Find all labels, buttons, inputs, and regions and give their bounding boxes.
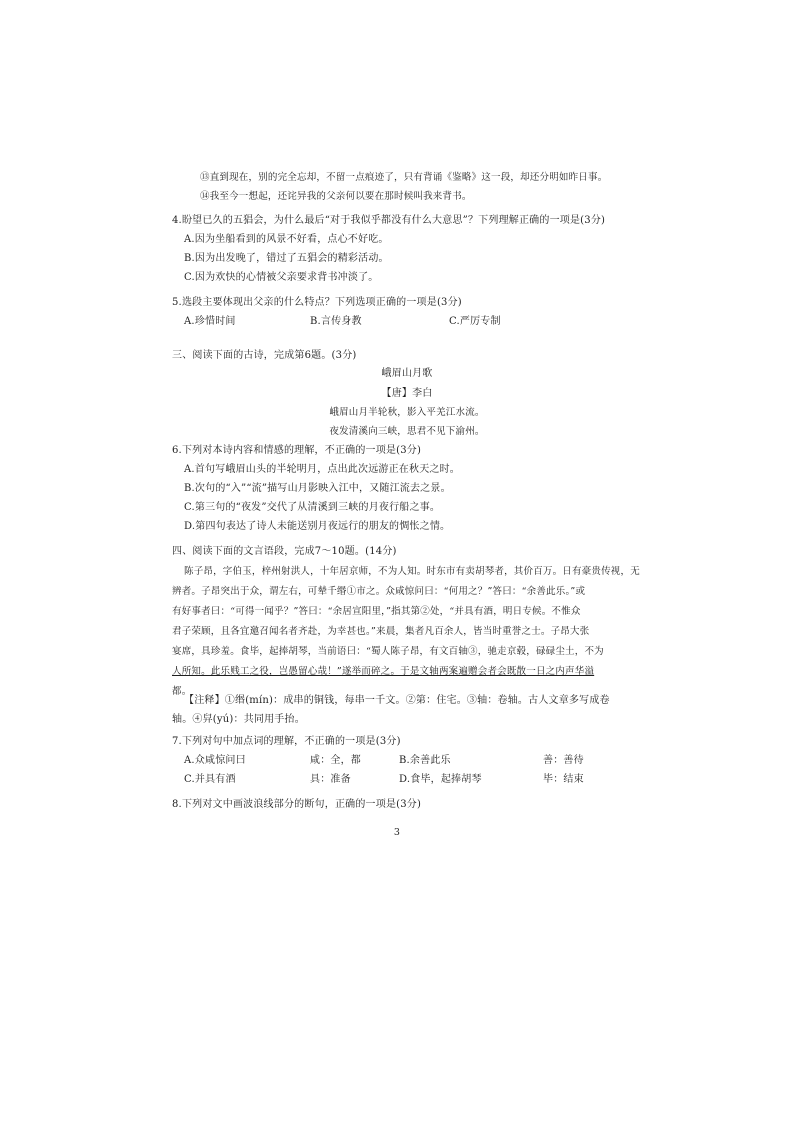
question-7-option-c: C.并具有酒: [184, 774, 236, 785]
passage-line-wavy: 人所知。此乐贱工之役，岂愚留心哉！”遂举而碎之。于是文轴两案遍赠会者会既散一日之内声华溢: [172, 666, 595, 677]
poem-author: 【唐】李白: [381, 388, 433, 399]
question-6-stem: 6.下列对本诗内容和情感的理解，不正确的一项是(3分): [172, 445, 422, 456]
question-7-gloss-b: 善：善待: [543, 755, 584, 766]
question-6-option-a: A.首句写峨眉山头的半轮明月，点出此次远游正在秋天之时。: [184, 464, 460, 475]
question-6-option-d: D.第四句表达了诗人未能送别月夜远行的朋友的惆怅之情。: [184, 521, 451, 532]
passage-line: 君子荣顾，且各宜邀召闻名者齐赴，为幸甚也。”来晨，集者凡百余人，皆当时重誉之士。子昂大张: [172, 626, 590, 637]
section-4-heading: 四、阅读下面的文言语段，完成7～10题。(14分): [172, 546, 397, 557]
question-5-option-a: A.珍惜时间: [184, 316, 236, 327]
annotation-line: 轴。④舁(yú)：共同用手抬。: [172, 714, 305, 725]
poem-title: 峨眉山月歌: [381, 368, 433, 379]
question-4-option-a: A.因为坐船看到的风景不好看，点心不好吃。: [184, 234, 389, 245]
question-6-option-b: B.次句的“入”“流”描写山月影映入江中，又随江流去之景。: [184, 483, 451, 494]
question-7-gloss-d: 毕：结束: [543, 774, 584, 785]
section-3-heading: 三、阅读下面的古诗，完成第6题。(3分): [172, 350, 357, 361]
question-7-option-a: A.众咸惊问曰: [184, 755, 246, 766]
question-4-option-b: B.因为出发晚了，错过了五猖会的精彩活动。: [184, 253, 389, 264]
page-number: 3: [393, 827, 401, 838]
question-7-gloss-a: 咸：全，都: [310, 755, 361, 766]
question-7-option-d: D.食毕，起捧胡琴: [399, 774, 482, 785]
paragraph-13: ⑬直到现在，别的完全忘却，不留一点痕迹了，只有背诵《鉴略》这一段，却还分明如昨日事。: [200, 172, 608, 183]
question-7-option-b: B.余善此乐: [399, 755, 451, 766]
question-6-option-c: C.第三句的“夜发”交代了从清溪到三峡的月夜行船之事。: [184, 502, 441, 513]
passage-line: 陈子昂，字伯玉，梓州射洪人，十年居京师，不为人知。时东市有卖胡琴者，其价百万。日有豪贵传视，无: [184, 566, 640, 577]
paragraph-14: ⑭我至今一想起，还诧异我的父亲何以要在那时候叫我来背书。: [200, 191, 472, 202]
passage-line: 都。: [172, 686, 192, 697]
poem-line-1: 峨眉山月半轮秋，影入平羌江水流。: [329, 407, 485, 418]
question-4-stem: 4.盼望已久的五猖会，为什么最后“对于我似乎都没有什么大意思”？下列理解正确的一项是(3分): [172, 215, 606, 226]
question-7-stem: 7.下列对句中加点词的理解，不正确的一项是(3分): [172, 736, 401, 747]
annotation-line: 【注释】①缗(mín)：成串的铜钱，每串一千文。②第：住宅。③轴：卷轴。古人文章多写成卷: [184, 695, 610, 706]
poem-line-2: 夜发清溪向三峡，思君不见下渝州。: [329, 426, 485, 437]
passage-line: 有好事者曰：“可得一闻乎？”答曰：“余居宣阳里，”指其第②处，“并具有酒，明日专候。不惟众: [172, 606, 581, 617]
question-7-gloss-c: 具：准备: [310, 774, 351, 785]
passage-line: 辨者。子昂突出于众，谓左右，可辇千缗①市之。众咸惊问曰：“何用之？”答曰：“余善此乐。”或: [172, 586, 586, 597]
question-5-option-b: B.言传身教: [310, 316, 362, 327]
question-5-stem: 5.选段主要体现出父亲的什么特点？下列选项正确的一项是(3分): [172, 297, 462, 308]
question-5-option-c: C.严厉专制: [449, 316, 501, 327]
question-8-stem: 8.下列对文中画波浪线部分的断句，正确的一项是(3分): [172, 799, 422, 810]
passage-line: 宴席，具珍羞。食毕，起捧胡琴，当前语曰：“蜀人陈子昂，有文百轴③，驰走京毂，碌碌尘土，不为: [172, 646, 604, 657]
question-4-option-c: C.因为欢快的心情被父亲要求背书冲淡了。: [184, 272, 379, 283]
